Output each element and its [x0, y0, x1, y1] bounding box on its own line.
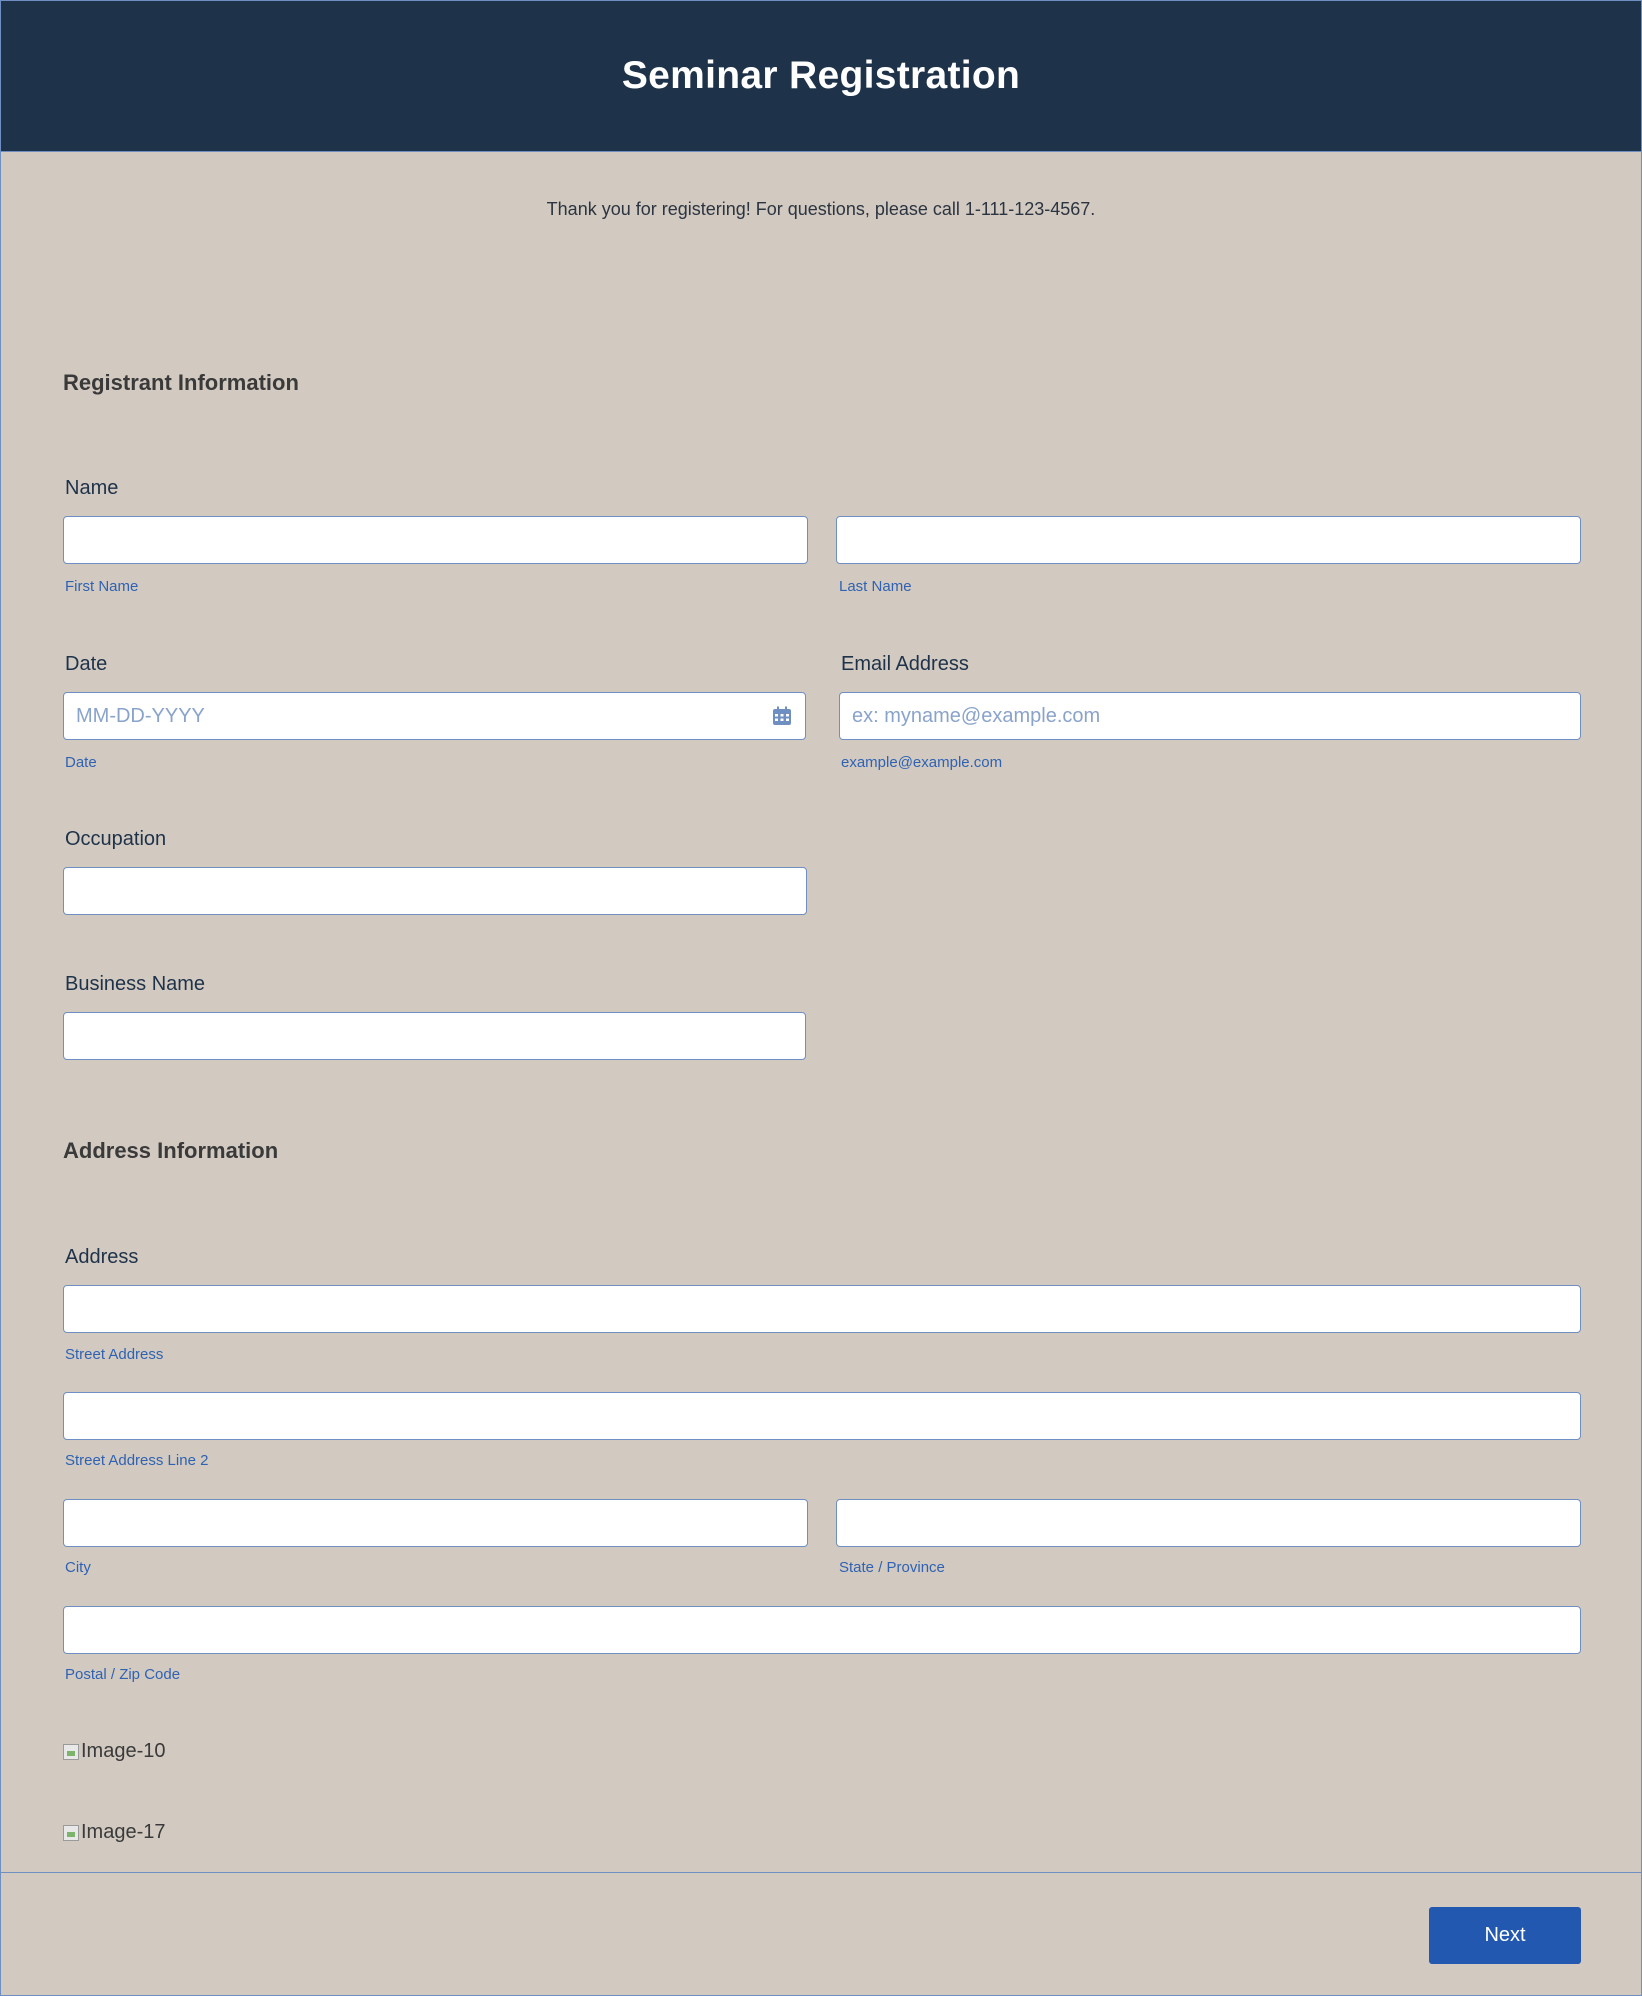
- last-name-sublabel: Last Name: [839, 578, 912, 595]
- email-label: Email Address: [841, 653, 969, 675]
- footer-divider: [1, 1872, 1641, 1873]
- street-address-line2-input[interactable]: [63, 1392, 1581, 1440]
- section-title-address: Address Information: [63, 1138, 279, 1163]
- form-header: [1, 1, 1641, 152]
- street-address-input[interactable]: [63, 1285, 1581, 1333]
- page-title: Seminar Registration: [621, 54, 1021, 97]
- occupation-input[interactable]: [63, 867, 807, 915]
- state-input[interactable]: [836, 1499, 1581, 1547]
- image-10-alt: Image-10: [81, 1740, 166, 1762]
- date-input[interactable]: [63, 692, 806, 740]
- street-address-sublabel: Street Address: [65, 1346, 164, 1363]
- last-name-input[interactable]: [836, 516, 1581, 564]
- image-17-alt: Image-17: [81, 1821, 166, 1843]
- image-10: [63, 1740, 166, 1763]
- intro-text: Thank you for registering! For questions, please call 1-111-123-4567.: [546, 199, 1096, 219]
- postal-code-input[interactable]: [63, 1606, 1581, 1654]
- first-name-sublabel: First Name: [65, 578, 139, 595]
- email-input[interactable]: [839, 692, 1581, 740]
- business-name-input[interactable]: [63, 1012, 806, 1060]
- next-button[interactable]: Next: [1429, 1907, 1581, 1964]
- occupation-label: Occupation: [65, 828, 167, 850]
- address-label: Address: [65, 1246, 139, 1268]
- section-title-registrant: Registrant Information: [63, 370, 299, 395]
- date-sublabel: Date: [65, 754, 97, 771]
- business-name-label: Business Name: [65, 973, 206, 995]
- broken-image-icon: [63, 1825, 79, 1841]
- city-input[interactable]: [63, 1499, 808, 1547]
- image-17: [63, 1821, 166, 1844]
- postal-code-sublabel: Postal / Zip Code: [65, 1666, 181, 1683]
- first-name-input[interactable]: [63, 516, 808, 564]
- city-sublabel: City: [65, 1559, 91, 1576]
- date-label: Date: [65, 653, 108, 675]
- street-address-line2-sublabel: Street Address Line 2: [65, 1452, 209, 1469]
- calendar-icon[interactable]: [772, 706, 792, 726]
- state-sublabel: State / Province: [839, 1559, 945, 1576]
- email-sublabel: example@example.com: [841, 754, 1003, 771]
- name-label: Name: [65, 477, 119, 499]
- broken-image-icon: [63, 1744, 79, 1760]
